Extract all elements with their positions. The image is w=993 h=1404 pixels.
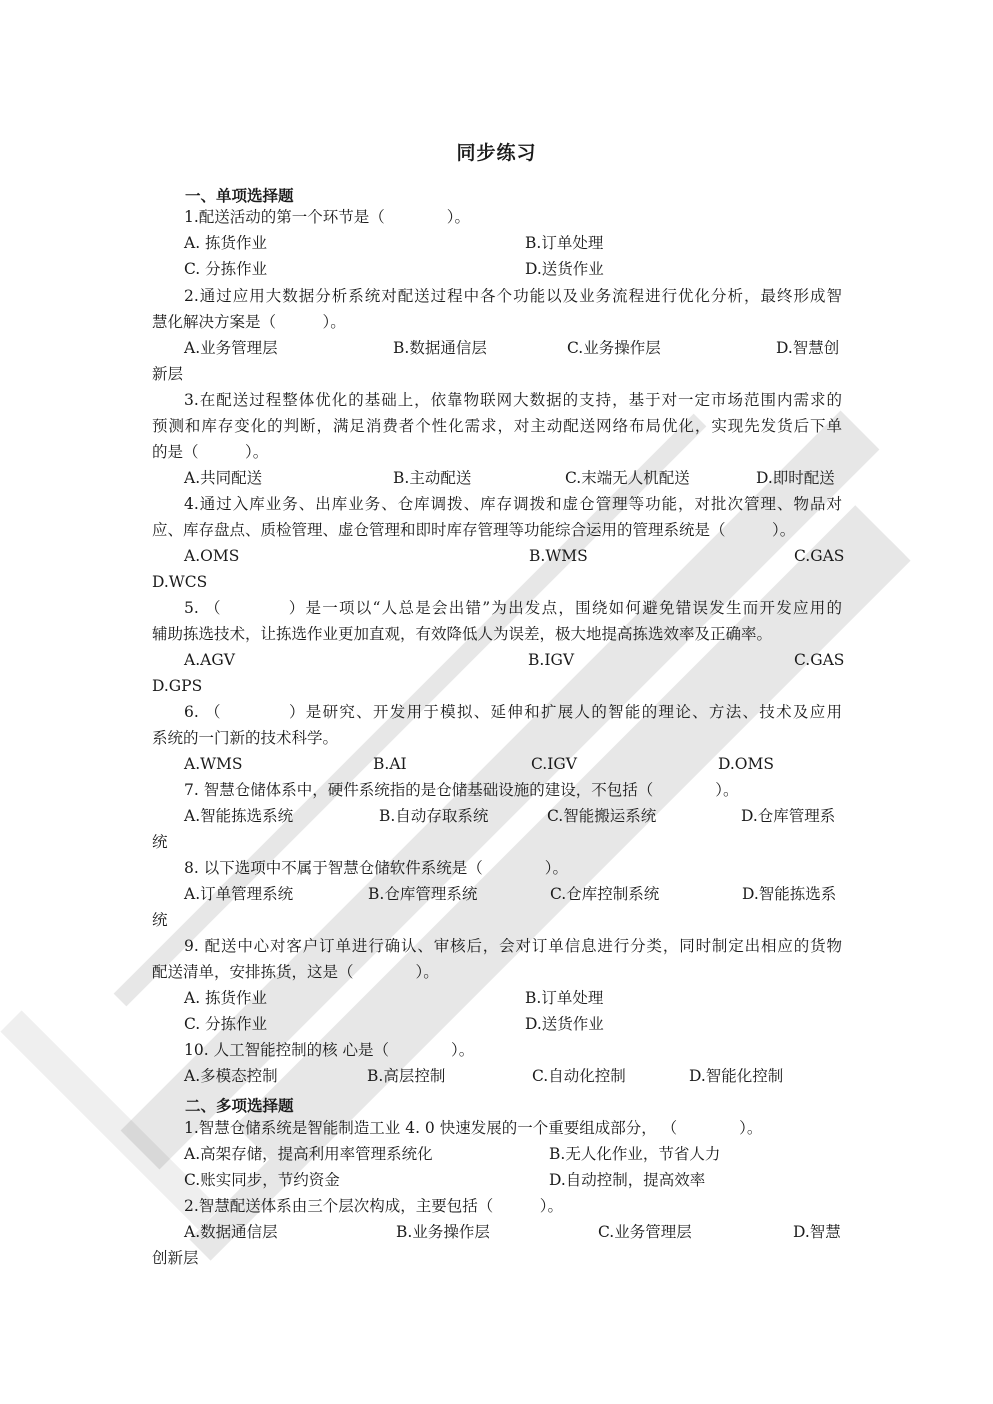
option-d: D.智能化控制	[689, 1067, 784, 1085]
option-row	[152, 751, 842, 777]
option-b: B.高层控制	[367, 1067, 446, 1085]
option-row	[152, 465, 842, 491]
question-text: 1.配送活动的第一个环节是（ ）。	[184, 208, 471, 226]
option-b: B.IGV	[528, 651, 575, 669]
option-a: A.多模态控制	[184, 1067, 278, 1085]
option-d: D.智慧创	[776, 339, 840, 357]
question-text: 慧化解决方案是（ ）。	[152, 313, 346, 331]
option-wrap: 统	[152, 833, 168, 851]
option-c: C. 分拣作业	[184, 260, 268, 278]
question-text: 2.通过应用大数据分析系统对配送过程中各个功能以及业务流程进行优化分析，最终形成智	[184, 287, 842, 305]
question-text: 6. （ ）是研究、开发用于模拟、延伸和扩展人的智能的理论、方法、技术及应用	[184, 703, 842, 721]
option-a: A. 拣货作业	[184, 234, 268, 252]
option-a: A.高架存储，提高利用率管理系统化	[184, 1145, 433, 1163]
option-c: C. 分拣作业	[184, 1015, 268, 1033]
option-row	[152, 335, 842, 361]
question-text: 应、库存盘点、质检管理、虚仓管理和即时库存管理等功能综合运用的管理系统是（ ）。	[152, 521, 796, 539]
option-wrap: 创新层	[152, 1249, 199, 1267]
section-heading-multiple-choice: 二、多项选择题	[185, 1097, 294, 1115]
question-text: 4.通过入库业务、出库业务、仓库调拨、库存调拨和虚仓管理等功能，对批次管理、物品对	[184, 495, 842, 513]
option-b: B.业务操作层	[396, 1223, 490, 1241]
option-wrap: 统	[152, 911, 168, 929]
option-d: D.智慧	[793, 1223, 841, 1241]
option-d: D.自动控制，提高效率	[549, 1171, 706, 1189]
option-row	[152, 230, 842, 256]
option-a: A.OMS	[184, 547, 240, 565]
option-b: B.WMS	[529, 547, 588, 565]
question-text: 7. 智慧仓储体系中，硬件系统指的是仓储基础设施的建设，不包括（ ）。	[184, 781, 739, 799]
question-text: 5. （ ）是一项以“人总是会出错”为出发点，围绕如何避免错误发生而开发应用的	[184, 599, 842, 617]
question-text: 9. 配送中心对客户订单进行确认、审核后，会对订单信息进行分类，同时制定出相应的货物	[184, 937, 842, 955]
option-c: C.业务管理层	[598, 1223, 692, 1241]
option-row	[152, 985, 842, 1011]
question-text: 的是（ ）。	[152, 443, 269, 461]
question-text: 系统的一门新的技术科学。	[152, 729, 339, 747]
option-row	[152, 543, 845, 569]
option-b: B.自动存取系统	[379, 807, 489, 825]
option-d: D.WCS	[152, 573, 208, 591]
option-row	[152, 1167, 842, 1193]
option-a: A.数据通信层	[184, 1223, 278, 1241]
option-row	[152, 1011, 842, 1037]
option-d: D.GPS	[152, 677, 203, 695]
question-text: 10. 人工智能控制的核 心是（ ）。	[184, 1041, 475, 1059]
option-wrap: 新层	[152, 365, 184, 383]
option-c: C.智能搬运系统	[547, 807, 657, 825]
section-heading-single-choice: 一、单项选择题	[185, 187, 294, 205]
page-title: 同步练习	[456, 142, 537, 164]
option-c: C.GAS	[794, 547, 845, 565]
option-d: D.送货作业	[525, 1015, 604, 1033]
option-b: B.仓库管理系统	[368, 885, 478, 903]
option-row	[152, 647, 845, 673]
option-b: B.订单处理	[525, 234, 604, 252]
option-a: A.订单管理系统	[184, 885, 294, 903]
option-c: C.末端无人机配送	[565, 469, 690, 487]
option-b: B.无人化作业，节省人力	[549, 1145, 721, 1163]
option-c: C.业务操作层	[567, 339, 661, 357]
option-b: B.主动配送	[393, 469, 472, 487]
option-row	[152, 881, 842, 907]
option-a: A.WMS	[184, 755, 243, 773]
option-a: A.业务管理层	[184, 339, 278, 357]
question-text: 1.智慧仓储系统是智能制造工业 4. 0 快速发展的一个重要组成部分， （ ）。	[184, 1119, 763, 1137]
option-a: A.智能拣选系统	[184, 807, 294, 825]
option-d: D.送货作业	[525, 260, 604, 278]
option-d: D.即时配送	[756, 469, 835, 487]
question-text: 8. 以下选项中不属于智慧仓储软件系统是（ ）。	[184, 859, 568, 877]
question-text: 预测和库存变化的判断，满足消费者个性化需求，对主动配送网络布局优化，实现先发货后下单	[152, 417, 842, 435]
question-text: 配送清单，安排拣货，这是（ ）。	[152, 963, 439, 981]
option-c: C.仓库控制系统	[550, 885, 660, 903]
option-a: A.共同配送	[184, 469, 263, 487]
option-d: D.OMS	[718, 755, 774, 773]
option-row	[152, 1219, 842, 1245]
option-a: A.AGV	[184, 651, 235, 669]
option-row	[152, 1141, 842, 1167]
option-row	[152, 803, 842, 829]
question-text: 2.智慧配送体系由三个层次构成，主要包括（ ）。	[184, 1197, 564, 1215]
option-c: C.GAS	[794, 651, 845, 669]
option-b: B.订单处理	[525, 989, 604, 1007]
option-d: D.智能拣选系	[742, 885, 837, 903]
option-row	[152, 256, 842, 282]
question-text: 3.在配送过程整体优化的基础上，依靠物联网大数据的支持，基于对一定市场范围内需求的	[184, 391, 842, 409]
option-c: C.自动化控制	[532, 1067, 626, 1085]
option-b: B.AI	[373, 755, 407, 773]
option-d: D.仓库管理系	[741, 807, 836, 825]
option-row	[152, 1063, 842, 1089]
question-text: 辅助拣选技术，让拣选作业更加直观，有效降低人为误差，极大地提高拣选效率及正确率。	[152, 625, 773, 643]
option-a: A. 拣货作业	[184, 989, 268, 1007]
option-c: C.账实同步，节约资金	[184, 1171, 340, 1189]
option-c: C.IGV	[531, 755, 577, 773]
option-b: B.数据通信层	[393, 339, 487, 357]
